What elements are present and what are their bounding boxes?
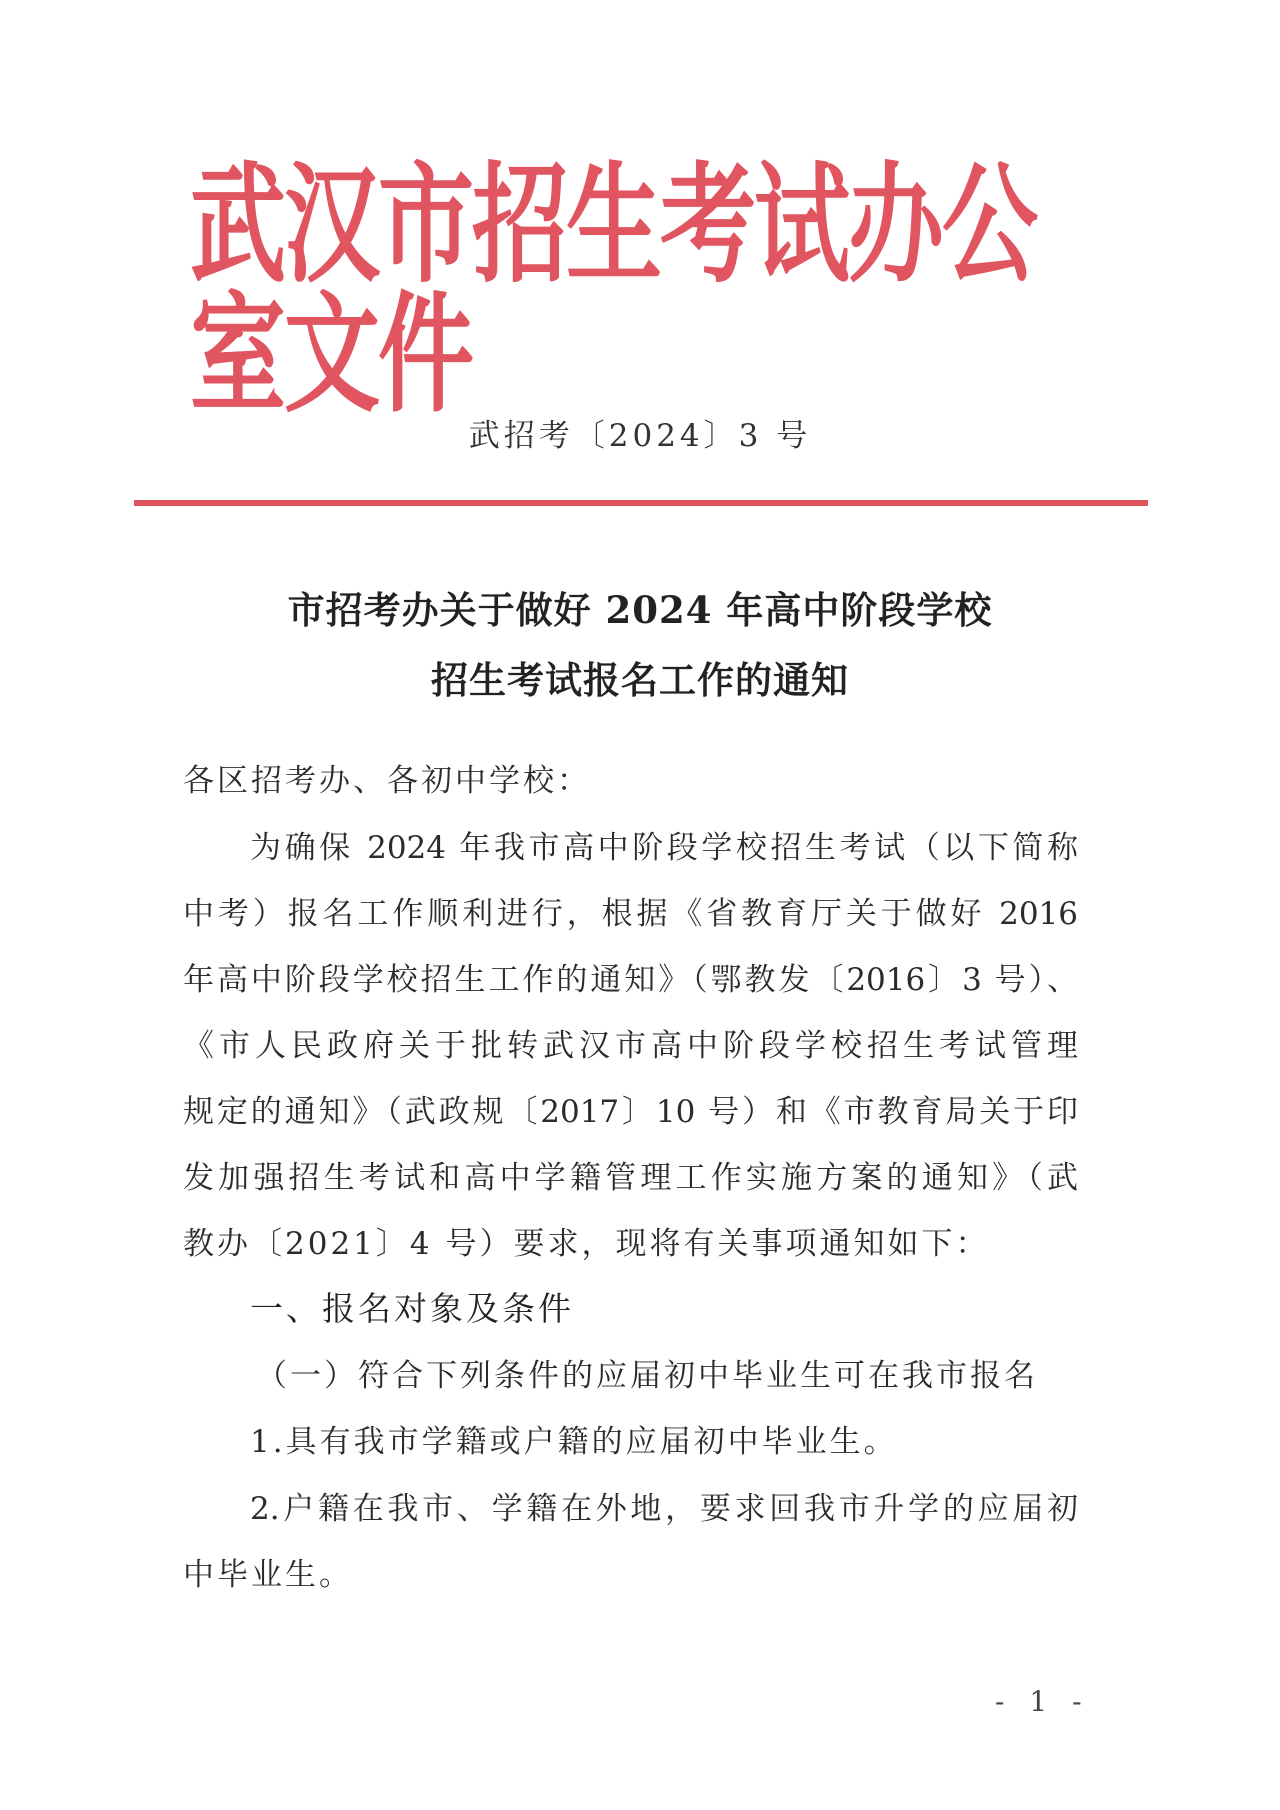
page-number: - 1 - <box>995 1685 1090 1718</box>
paragraph-line: 《市人民政府关于批转武汉市高中阶段学校招生考试管理 <box>183 1028 1078 1064</box>
paragraph-line: 发加强招生考试和高中学籍管理工作实施方案的通知》（武 <box>183 1160 1078 1196</box>
paragraph-line: 规定的通知》（武政规〔2017〕10 号）和《市教育局关于印 <box>183 1094 1078 1130</box>
list-item-continuation: 中毕业生。 <box>183 1557 353 1593</box>
paragraph-line: 年高中阶段学校招生工作的通知》（鄂教发〔2016〕3 号）、 <box>183 962 1078 998</box>
salutation: 各区招考办、各初中学校： <box>183 763 591 799</box>
notice-title-line-1: 市招考办关于做好 2024 年高中阶段学校 <box>287 588 993 632</box>
paragraph-line: 教办〔2021〕4 号）要求，现将有关事项通知如下： <box>183 1226 990 1262</box>
subsection-heading: （一）符合下列条件的应届初中毕业生可在我市报名 <box>256 1358 1038 1394</box>
document-header-title: 武汉市招生考试办公室文件 <box>190 149 1036 431</box>
section-heading: 一、报名对象及条件 <box>250 1289 574 1328</box>
paragraph-line: 为确保 2024 年我市高中阶段学校招生考试（以下简称 <box>250 830 1078 866</box>
list-item: 2.户籍在我市、学籍在外地，要求回我市升学的应届初 <box>250 1491 1078 1527</box>
header-red-rule <box>134 500 1148 506</box>
paragraph-line: 中考）报名工作顺利进行，根据《省教育厅关于做好 2016 <box>183 896 1078 932</box>
list-item: 1.具有我市学籍或户籍的应届初中毕业生。 <box>250 1424 898 1460</box>
notice-title-line-2: 招生考试报名工作的通知 <box>431 658 849 702</box>
document-number: 武招考〔2024〕3 号 <box>468 418 812 454</box>
